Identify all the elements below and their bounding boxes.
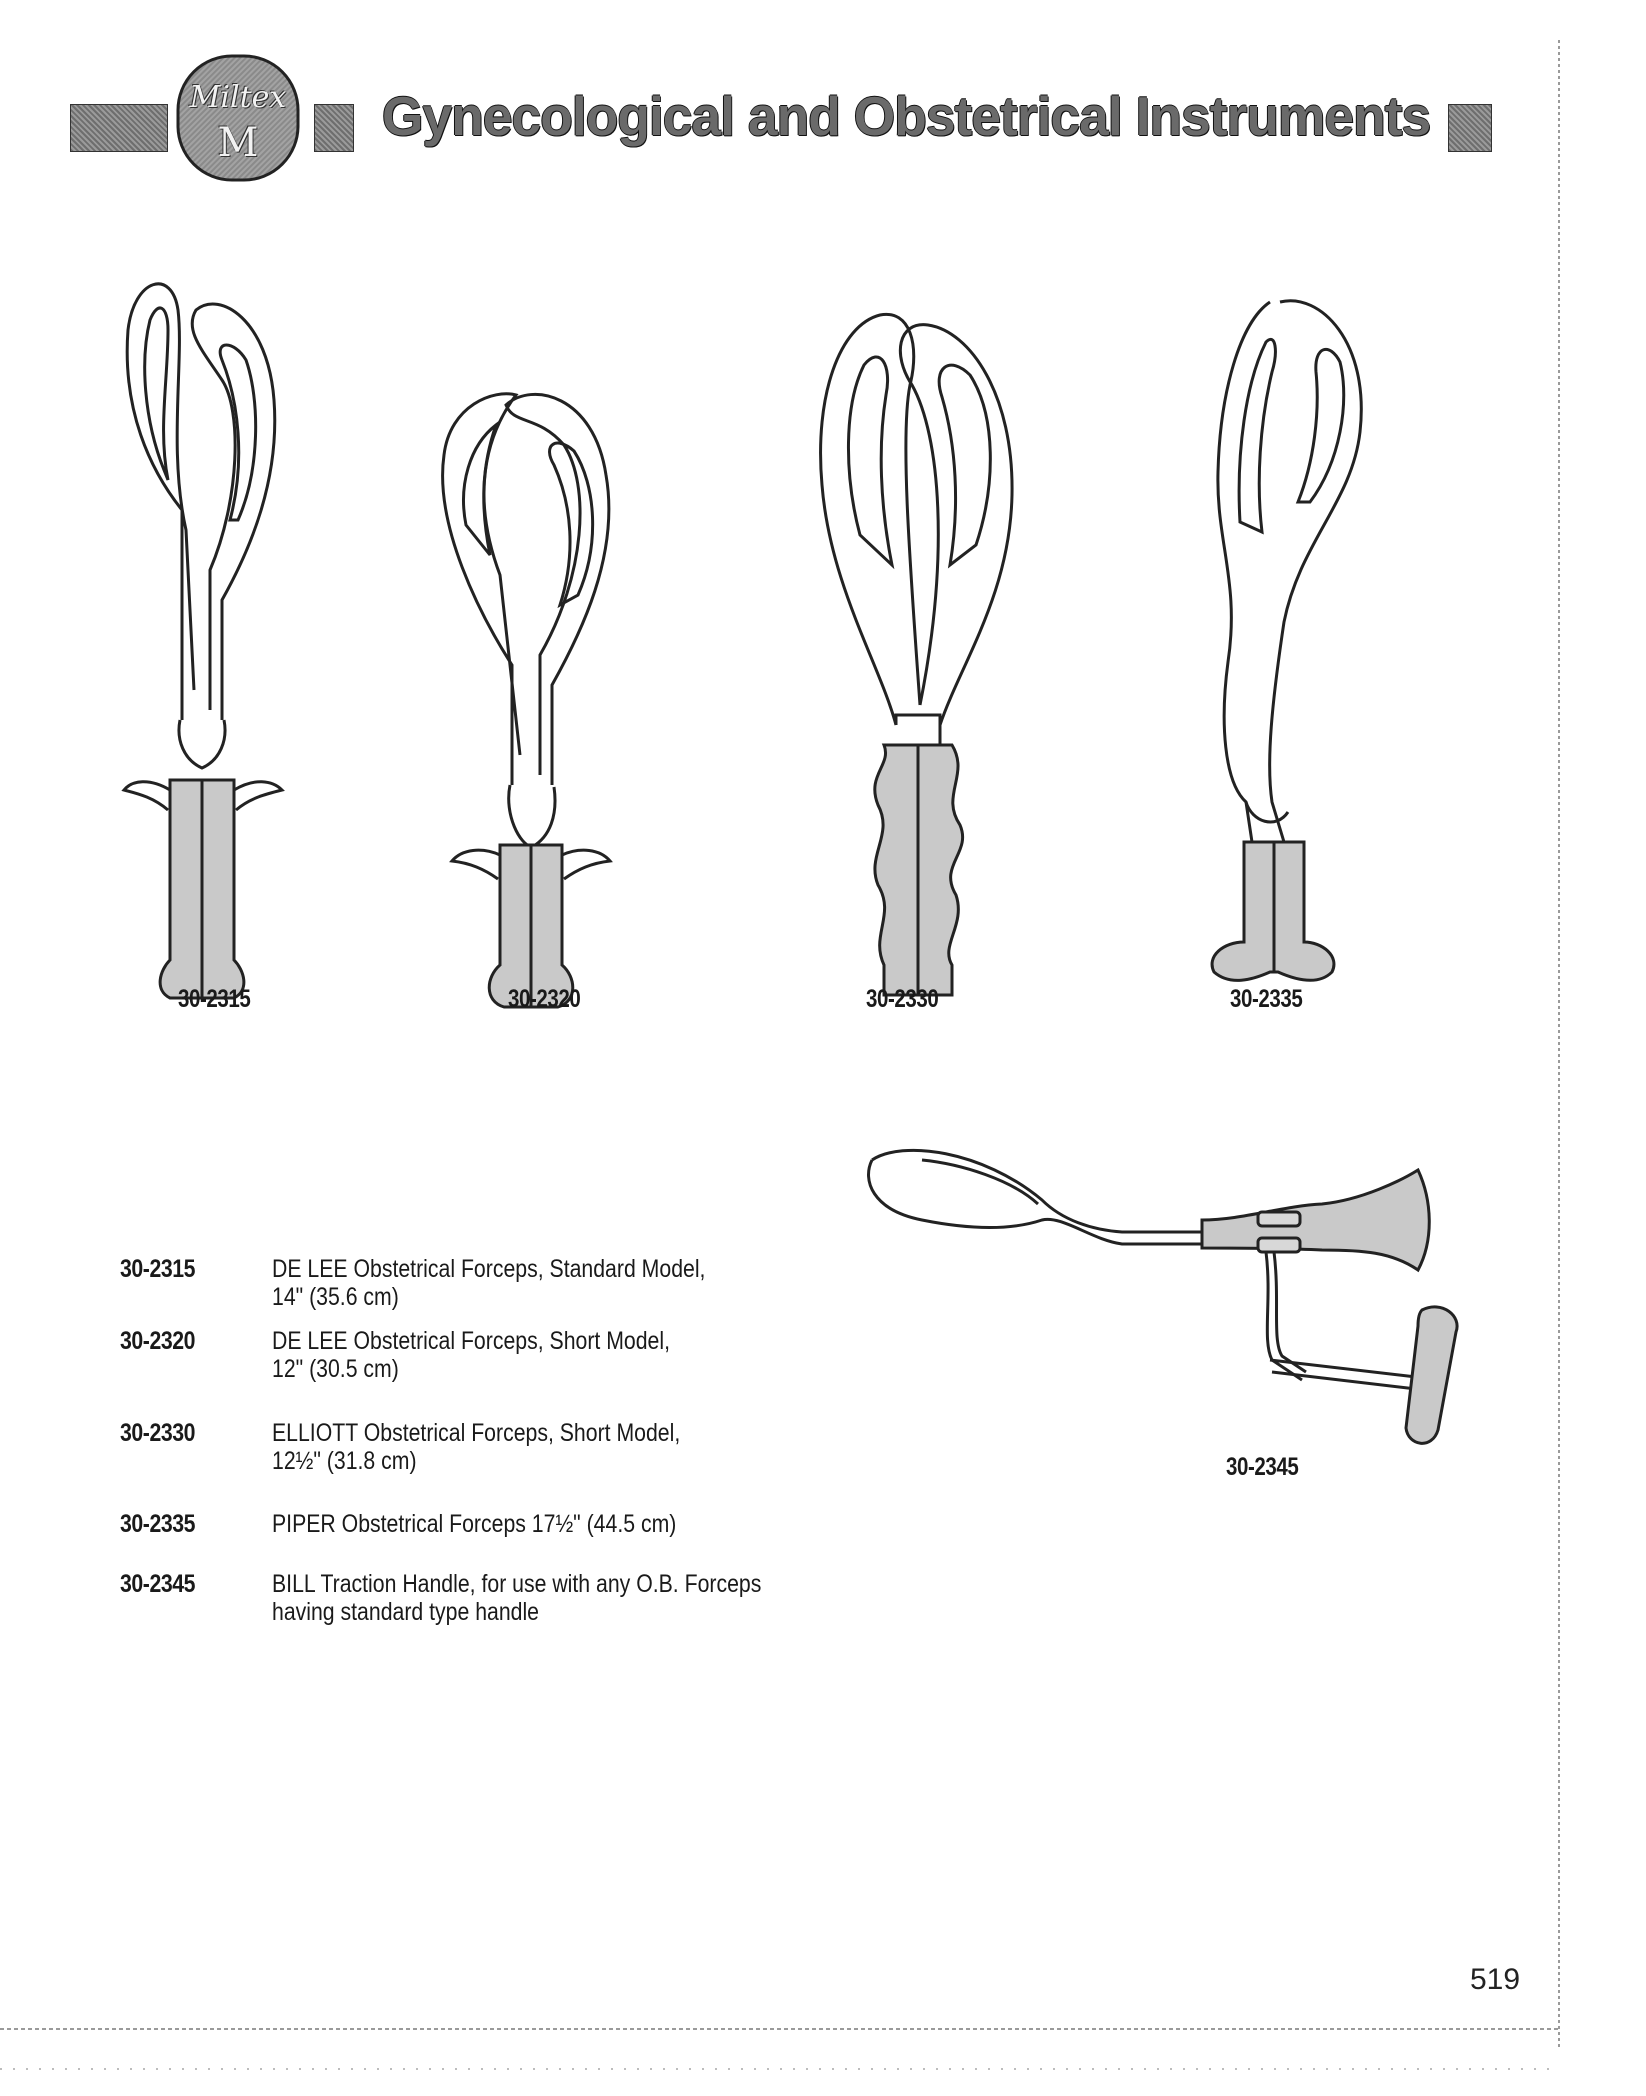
logo-letter: M <box>217 120 259 166</box>
catalog-code: 30-2330 <box>120 1419 196 1447</box>
right-margin-rule <box>1558 40 1560 2050</box>
forceps-30-2315-illustration <box>110 270 300 1010</box>
page-number: 519 <box>1470 1963 1521 1996</box>
catalog-code: 30-2345 <box>120 1570 196 1598</box>
description-line: DE LEE Obstetrical Forceps, Standard Model, <box>272 1255 706 1283</box>
description-line: 12" (30.5 cm) <box>272 1355 399 1383</box>
description-line: PIPER Obstetrical Forceps 17½" (44.5 cm) <box>272 1510 677 1538</box>
forceps-icon <box>800 305 1030 1005</box>
forceps-icon <box>1180 282 1380 992</box>
figure-label-30-2315: 30-2315 <box>178 985 251 1013</box>
description-line: having standard type handle <box>272 1598 540 1626</box>
forceps-icon <box>430 375 630 1015</box>
catalog-description <box>272 1255 867 1311</box>
traction-handle-icon <box>862 1120 1462 1460</box>
header-bar-square <box>314 104 354 152</box>
figure-label-30-2330: 30-2330 <box>866 985 939 1013</box>
catalog-description <box>272 1327 867 1383</box>
description-line: DE LEE Obstetrical Forceps, Short Model, <box>272 1327 671 1355</box>
catalog-description <box>272 1419 867 1475</box>
forceps-30-2330-illustration <box>800 305 1030 1005</box>
miltex-logo <box>174 52 302 184</box>
catalog-code: 30-2335 <box>120 1510 196 1538</box>
figure-label-30-2335: 30-2335 <box>1230 985 1303 1013</box>
scan-noise-dots <box>0 2068 1560 2070</box>
figure-label-30-2345: 30-2345 <box>1226 1453 1299 1481</box>
catalog-description <box>272 1570 867 1626</box>
header-bar-right <box>1448 104 1492 152</box>
catalog-code: 30-2320 <box>120 1327 196 1355</box>
description-line: BILL Traction Handle, for use with any O.B. Forceps <box>272 1570 762 1598</box>
traction-handle-30-2345-illustration <box>862 1120 1462 1460</box>
description-line: 14" (35.6 cm) <box>272 1283 399 1311</box>
description-line: ELLIOTT Obstetrical Forceps, Short Model, <box>272 1419 681 1447</box>
description-line: 12½" (31.8 cm) <box>272 1447 417 1475</box>
header-bar-left <box>70 104 168 152</box>
figure-label-30-2320: 30-2320 <box>508 985 581 1013</box>
bottom-rule <box>0 2028 1560 2030</box>
forceps-30-2335-illustration <box>1180 282 1380 992</box>
forceps-icon <box>110 270 300 1010</box>
forceps-30-2320-illustration <box>430 375 630 1015</box>
page-title: Gynecological and Obstetrical Instruments <box>382 85 1431 147</box>
catalog-description <box>272 1510 867 1538</box>
catalog-code: 30-2315 <box>120 1255 196 1283</box>
logo-word: Miltex <box>189 80 287 115</box>
